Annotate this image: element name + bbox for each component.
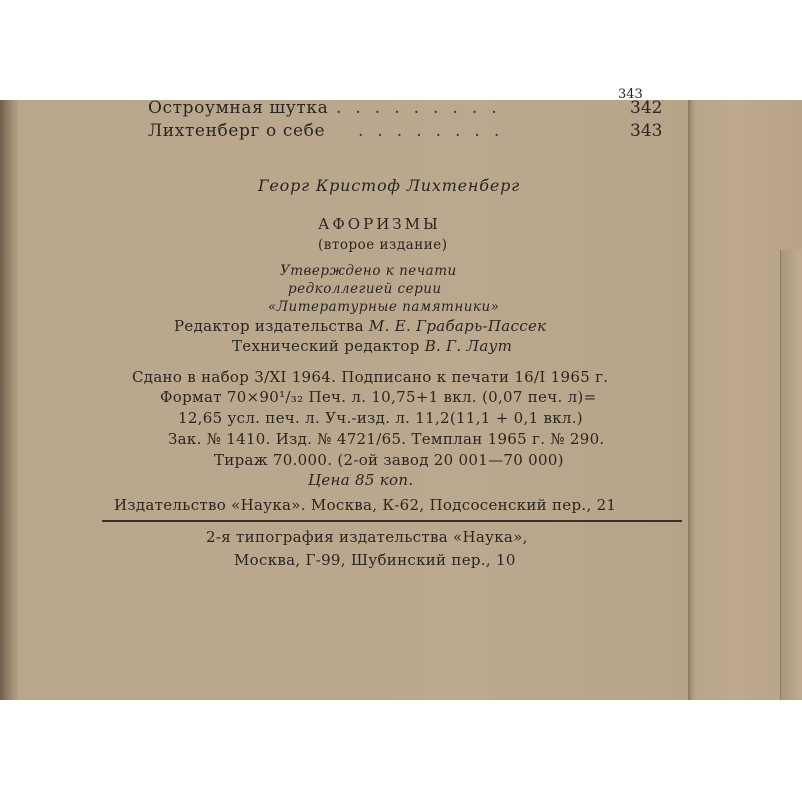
toc-entry-title: Лихтенберг о себе (148, 121, 326, 141)
book-title: АФОРИЗМЫ (318, 215, 441, 233)
edition-note: (второе издание) (318, 237, 448, 253)
typeset-line: Сдано в набор 3/XI 1964. Подписано к печати 16/I 1965 г. (132, 368, 609, 386)
tech-editor-name: В. Г. Лаут (424, 337, 513, 355)
printer-address-line: Москва, Г-99, Шубинский пер., 10 (234, 551, 516, 569)
price-line: Цена 85 коп. (308, 471, 414, 489)
toc-leader-dots: ........ (358, 121, 514, 141)
print-run-line: Тираж 70.000. (2-ой завод 20 001—70 000) (214, 451, 564, 469)
sheets-line: 12,65 усл. печ. л. Уч.-изд. л. 11,2(11,1 + 0,1 вкл.) (178, 409, 583, 427)
divider-rule (102, 520, 682, 522)
printer-line: 2-я типография издательства «Наука», (206, 528, 528, 546)
book-photo (0, 87, 800, 700)
tech-editor-line (232, 337, 512, 355)
toc-entry-page: 343 (630, 121, 663, 141)
series-name: «Литературные памятники» (268, 299, 500, 315)
toc-leader-dots: ......... (336, 98, 511, 118)
book-page (18, 87, 688, 700)
approval-line: редколлегией серии (288, 281, 442, 297)
page-edge-strip (780, 250, 801, 700)
format-line: Формат 70×90¹/₃₂ Печ. л. 10,75+1 вкл. (0,07 печ. л)= (160, 388, 597, 406)
toc-entry-page: 342 (630, 98, 663, 118)
author-name: Георг Кристоф Лихтенберг (258, 176, 521, 195)
book-spine-edge (0, 100, 18, 700)
approval-line: Утверждено к печати (280, 263, 457, 279)
toc-partial-number: 343 (618, 87, 643, 102)
editor-line (174, 317, 546, 335)
publisher-line: Издательство «Наука». Москва, К-62, Подсосенский пер., 21 (114, 496, 617, 514)
editor-label: Редактор издательства (174, 317, 364, 335)
order-line: Зак. № 1410. Изд. № 4721/65. Темплан 1965 г. № 290. (168, 430, 605, 448)
tech-editor-label: Технический редактор (232, 337, 420, 355)
editor-name: М. Е. Грабарь-Пассек (368, 317, 547, 335)
toc-entry-title: Остроумная шутка (148, 98, 329, 118)
